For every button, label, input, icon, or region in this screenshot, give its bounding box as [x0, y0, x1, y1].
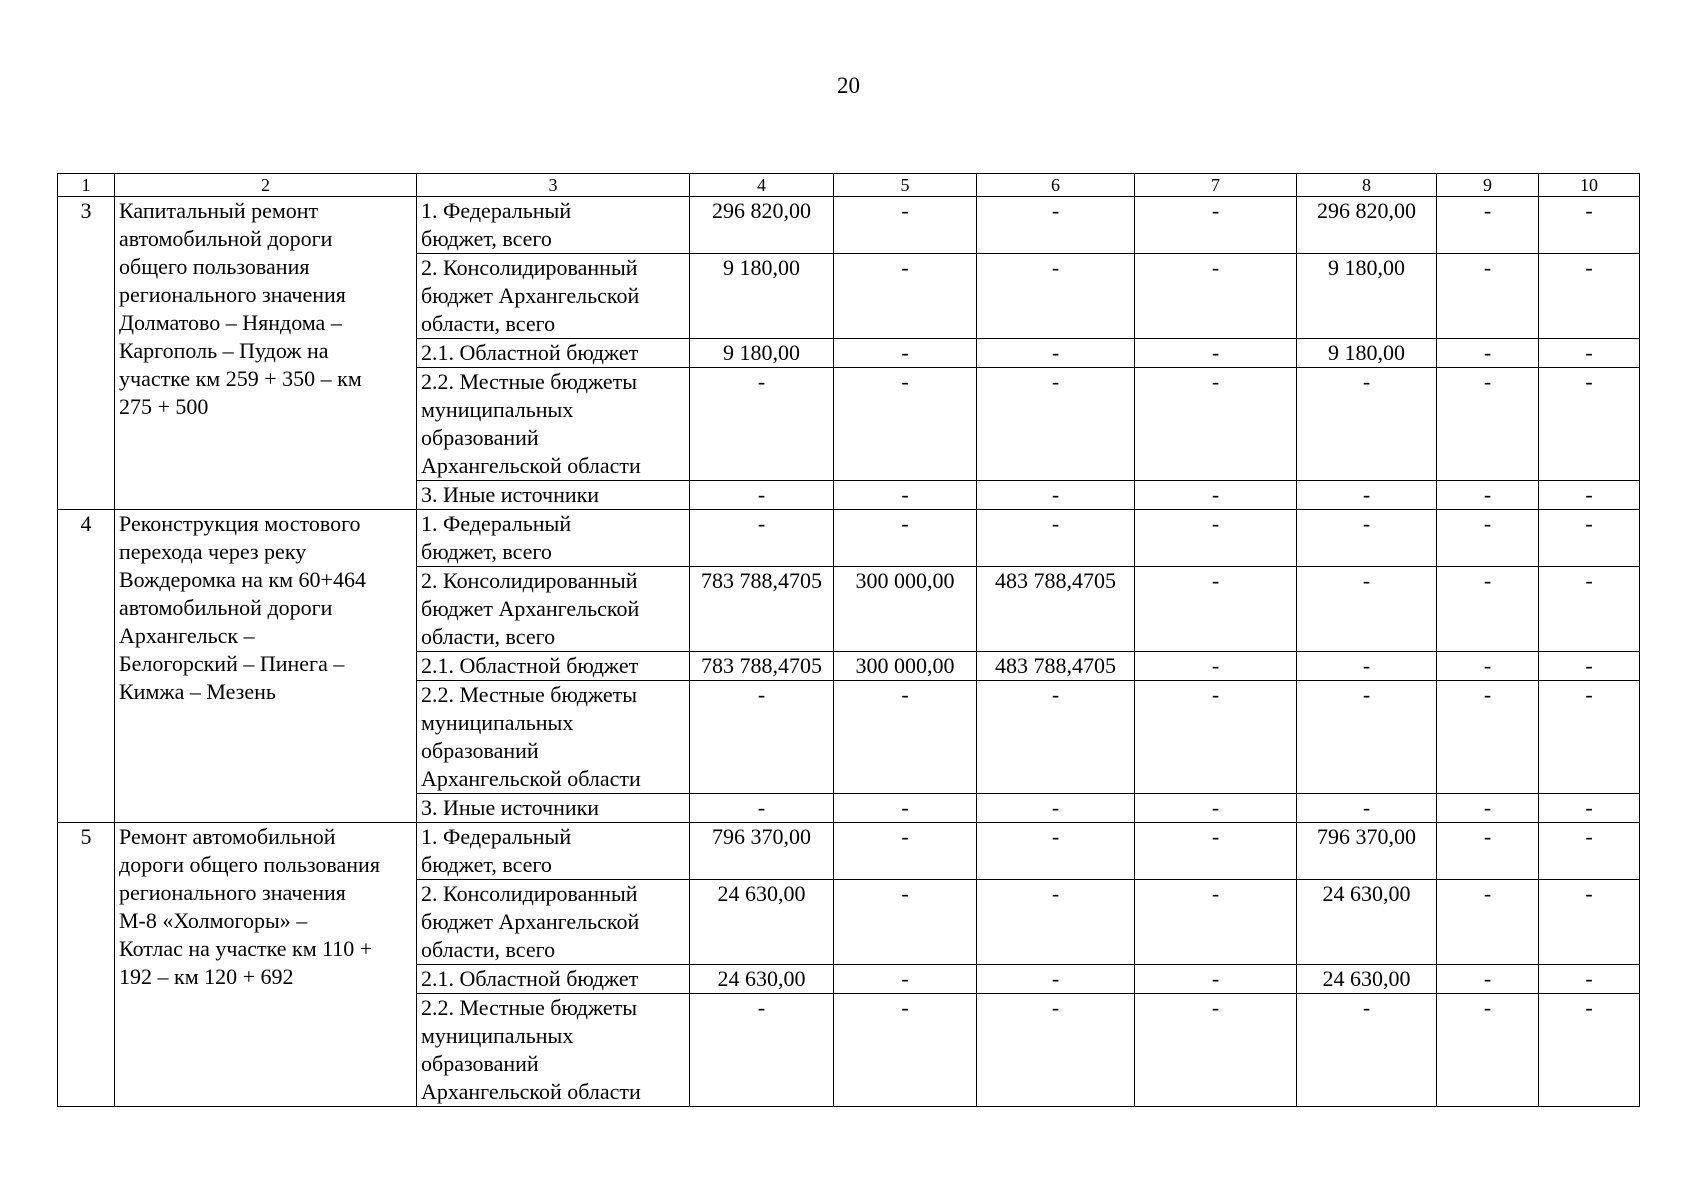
amount-cell: - — [1297, 681, 1437, 794]
amount-cell: - — [977, 965, 1135, 994]
amount-cell: 9 180,00 — [1297, 339, 1437, 368]
project-number: 4 — [58, 510, 115, 823]
amount-cell: - — [977, 368, 1135, 481]
amount-cell: - — [977, 197, 1135, 254]
amount-cell: - — [977, 794, 1135, 823]
description-line: Котлас на участке км 110 + — [119, 936, 373, 961]
funding-source-line: 2.2. Местные бюджеты — [421, 682, 638, 707]
column-number: 6 — [977, 174, 1135, 197]
description-line: 192 – км 120 + 692 — [119, 964, 294, 989]
funding-source — [417, 880, 690, 965]
funding-source-line: муниципальных — [421, 710, 574, 735]
amount-cell: - — [1297, 368, 1437, 481]
amount-cell: 483 788,4705 — [977, 652, 1135, 681]
funding-source-line: области, всего — [421, 624, 556, 649]
column-number: 3 — [417, 174, 690, 197]
amount-cell: 24 630,00 — [690, 880, 834, 965]
column-number: 9 — [1437, 174, 1539, 197]
column-number: 8 — [1297, 174, 1437, 197]
funding-source-line: Архангельской области — [421, 453, 641, 478]
amount-cell: - — [1539, 510, 1640, 567]
amount-cell: 24 630,00 — [1297, 880, 1437, 965]
description-line: М-8 «Холмогоры» – — [119, 908, 308, 933]
amount-cell: - — [1135, 510, 1297, 567]
amount-cell: - — [1539, 681, 1640, 794]
funding-source-line: 2.1. Областной бюджет — [421, 653, 639, 678]
funding-source-line: образований — [421, 738, 539, 763]
amount-cell: - — [1297, 510, 1437, 567]
amount-cell: - — [1437, 880, 1539, 965]
funding-source-line: бюджет Архангельской — [421, 909, 640, 934]
amount-cell: - — [1437, 652, 1539, 681]
column-number: 4 — [690, 174, 834, 197]
amount-cell: - — [1135, 965, 1297, 994]
funding-source-line: 2.2. Местные бюджеты — [421, 995, 638, 1020]
project-number: 5 — [58, 823, 115, 1107]
amount-cell: - — [1437, 681, 1539, 794]
funding-source-line: бюджет Архангельской — [421, 596, 640, 621]
amount-cell: - — [977, 994, 1135, 1107]
funding-source-line: 1. Федеральный — [421, 198, 572, 223]
amount-cell: - — [690, 368, 834, 481]
funding-source — [417, 567, 690, 652]
amount-cell: - — [1135, 197, 1297, 254]
amount-cell: - — [1539, 368, 1640, 481]
funding-source-line: образований — [421, 425, 539, 450]
amount-cell: - — [1135, 652, 1297, 681]
table-row — [58, 197, 1640, 254]
funding-source-line: муниципальных — [421, 1023, 574, 1048]
column-number-row — [58, 174, 1640, 197]
description-line: регионального значения — [119, 880, 346, 905]
description-line: Капитальный ремонт — [119, 198, 319, 223]
funding-source-line: 2.2. Местные бюджеты — [421, 369, 638, 394]
amount-cell: - — [1437, 823, 1539, 880]
amount-cell: - — [1539, 339, 1640, 368]
description-line: 275 + 500 — [119, 394, 209, 419]
funding-source-line: 3. Иные источники — [421, 795, 600, 820]
amount-cell: - — [834, 339, 977, 368]
amount-cell: - — [1135, 481, 1297, 510]
amount-cell: - — [1539, 994, 1640, 1107]
description-line: Белогорский – Пинега – — [119, 651, 345, 676]
funding-source — [417, 652, 690, 681]
project-description — [115, 823, 417, 1107]
amount-cell: - — [834, 510, 977, 567]
page-number: 20 — [837, 73, 860, 98]
amount-cell: - — [1437, 368, 1539, 481]
amount-cell: - — [977, 254, 1135, 339]
amount-cell: - — [690, 481, 834, 510]
amount-cell: - — [834, 481, 977, 510]
amount-cell: - — [977, 823, 1135, 880]
amount-cell: 24 630,00 — [1297, 965, 1437, 994]
amount-cell: - — [834, 880, 977, 965]
funding-source-line: бюджет Архангельской — [421, 283, 640, 308]
funding-source-line: 2. Консолидированный — [421, 568, 638, 593]
funding-source — [417, 994, 690, 1107]
amount-cell: - — [834, 197, 977, 254]
funding-source-line: образований — [421, 1051, 539, 1076]
description-line: автомобильной дороги — [119, 595, 333, 620]
amount-cell: - — [834, 681, 977, 794]
amount-cell: - — [977, 339, 1135, 368]
funding-source — [417, 794, 690, 823]
amount-cell: - — [1539, 823, 1640, 880]
amount-cell: - — [1135, 880, 1297, 965]
description-line: Ремонт автомобильной — [119, 824, 336, 849]
funding-source-line: 3. Иные источники — [421, 482, 600, 507]
amount-cell: 296 820,00 — [690, 197, 834, 254]
amount-cell: - — [977, 880, 1135, 965]
amount-cell: - — [690, 994, 834, 1107]
project-description — [115, 510, 417, 823]
amount-cell: - — [1539, 652, 1640, 681]
amount-cell: - — [1135, 567, 1297, 652]
table-row — [58, 510, 1640, 567]
amount-cell: - — [1539, 567, 1640, 652]
amount-cell: 9 180,00 — [690, 254, 834, 339]
column-number: 2 — [115, 174, 417, 197]
funding-source — [417, 681, 690, 794]
amount-cell: - — [1437, 481, 1539, 510]
amount-cell: 24 630,00 — [690, 965, 834, 994]
amount-cell: - — [1135, 994, 1297, 1107]
description-line: Долматово – Няндома – — [119, 310, 342, 335]
amount-cell: - — [1437, 254, 1539, 339]
amount-cell: - — [834, 994, 977, 1107]
amount-cell: - — [1539, 794, 1640, 823]
funding-source-line: муниципальных — [421, 397, 574, 422]
amount-cell: 300 000,00 — [834, 652, 977, 681]
funding-source — [417, 965, 690, 994]
amount-cell: - — [1539, 880, 1640, 965]
amount-cell: - — [1539, 965, 1640, 994]
funding-source-line: Архангельской области — [421, 766, 641, 791]
description-line: Реконструкция мостового — [119, 511, 361, 536]
description-line: Каргополь – Пудож на — [119, 338, 329, 363]
amount-cell: - — [1437, 197, 1539, 254]
amount-cell: - — [1297, 481, 1437, 510]
amount-cell: - — [1539, 481, 1640, 510]
funding-source-line: 2.1. Областной бюджет — [421, 966, 639, 991]
amount-cell: 9 180,00 — [1297, 254, 1437, 339]
amount-cell: 783 788,4705 — [690, 567, 834, 652]
description-line: автомобильной дороги — [119, 226, 333, 251]
funding-source — [417, 197, 690, 254]
amount-cell: 9 180,00 — [690, 339, 834, 368]
amount-cell: - — [1135, 254, 1297, 339]
funding-source-line: бюджет, всего — [421, 226, 552, 251]
column-number: 10 — [1539, 174, 1640, 197]
amount-cell: - — [1437, 994, 1539, 1107]
column-number: 1 — [58, 174, 115, 197]
amount-cell: - — [1437, 510, 1539, 567]
description-line: регионального значения — [119, 282, 346, 307]
amount-cell: - — [1437, 965, 1539, 994]
amount-cell: - — [834, 368, 977, 481]
amount-cell: - — [1297, 567, 1437, 652]
funding-source-line: 2.1. Областной бюджет — [421, 340, 639, 365]
amount-cell: - — [1135, 794, 1297, 823]
funding-source — [417, 823, 690, 880]
amount-cell: - — [834, 794, 977, 823]
amount-cell: - — [1437, 339, 1539, 368]
amount-cell: - — [690, 681, 834, 794]
funding-source — [417, 254, 690, 339]
amount-cell: - — [834, 823, 977, 880]
project-description — [115, 197, 417, 510]
funding-source — [417, 368, 690, 481]
funding-source-line: области, всего — [421, 311, 556, 336]
funding-source-line: бюджет, всего — [421, 852, 552, 877]
amount-cell: - — [1297, 994, 1437, 1107]
funding-source-line: 2. Консолидированный — [421, 255, 638, 280]
amount-cell: 796 370,00 — [1297, 823, 1437, 880]
project-number: 3 — [58, 197, 115, 510]
funding-source-line: области, всего — [421, 937, 556, 962]
amount-cell: - — [690, 794, 834, 823]
amount-cell: - — [1135, 823, 1297, 880]
funding-source-line: бюджет, всего — [421, 539, 552, 564]
amount-cell: - — [1135, 368, 1297, 481]
column-number: 5 — [834, 174, 977, 197]
amount-cell: - — [977, 481, 1135, 510]
funding-source-line: 1. Федеральный — [421, 824, 572, 849]
amount-cell: 796 370,00 — [690, 823, 834, 880]
description-line: Вождеромка на км 60+464 — [119, 567, 366, 592]
budget-table — [57, 173, 1640, 1107]
amount-cell: - — [690, 510, 834, 567]
column-number: 7 — [1135, 174, 1297, 197]
table-row — [58, 823, 1640, 880]
amount-cell: 483 788,4705 — [977, 567, 1135, 652]
amount-cell: 296 820,00 — [1297, 197, 1437, 254]
amount-cell: - — [1135, 339, 1297, 368]
amount-cell: - — [1437, 567, 1539, 652]
description-line: Кимжа – Мезень — [119, 679, 276, 704]
funding-source-line: Архангельской области — [421, 1079, 641, 1104]
funding-source — [417, 510, 690, 567]
funding-source-line: 2. Консолидированный — [421, 881, 638, 906]
amount-cell: - — [834, 965, 977, 994]
amount-cell: - — [1539, 254, 1640, 339]
description-line: общего пользования — [119, 254, 310, 279]
amount-cell: 300 000,00 — [834, 567, 977, 652]
funding-source — [417, 481, 690, 510]
amount-cell: - — [834, 254, 977, 339]
description-line: участке км 259 + 350 – км — [119, 366, 362, 391]
amount-cell: - — [977, 681, 1135, 794]
amount-cell: - — [1437, 794, 1539, 823]
amount-cell: - — [1297, 652, 1437, 681]
amount-cell: - — [1297, 794, 1437, 823]
amount-cell: - — [977, 510, 1135, 567]
funding-source — [417, 339, 690, 368]
amount-cell: - — [1539, 197, 1640, 254]
description-line: дороги общего пользования — [119, 852, 380, 877]
amount-cell: - — [1135, 681, 1297, 794]
description-line: перехода через реку — [119, 539, 307, 564]
funding-source-line: 1. Федеральный — [421, 511, 572, 536]
amount-cell: 783 788,4705 — [690, 652, 834, 681]
description-line: Архангельск – — [119, 623, 255, 648]
